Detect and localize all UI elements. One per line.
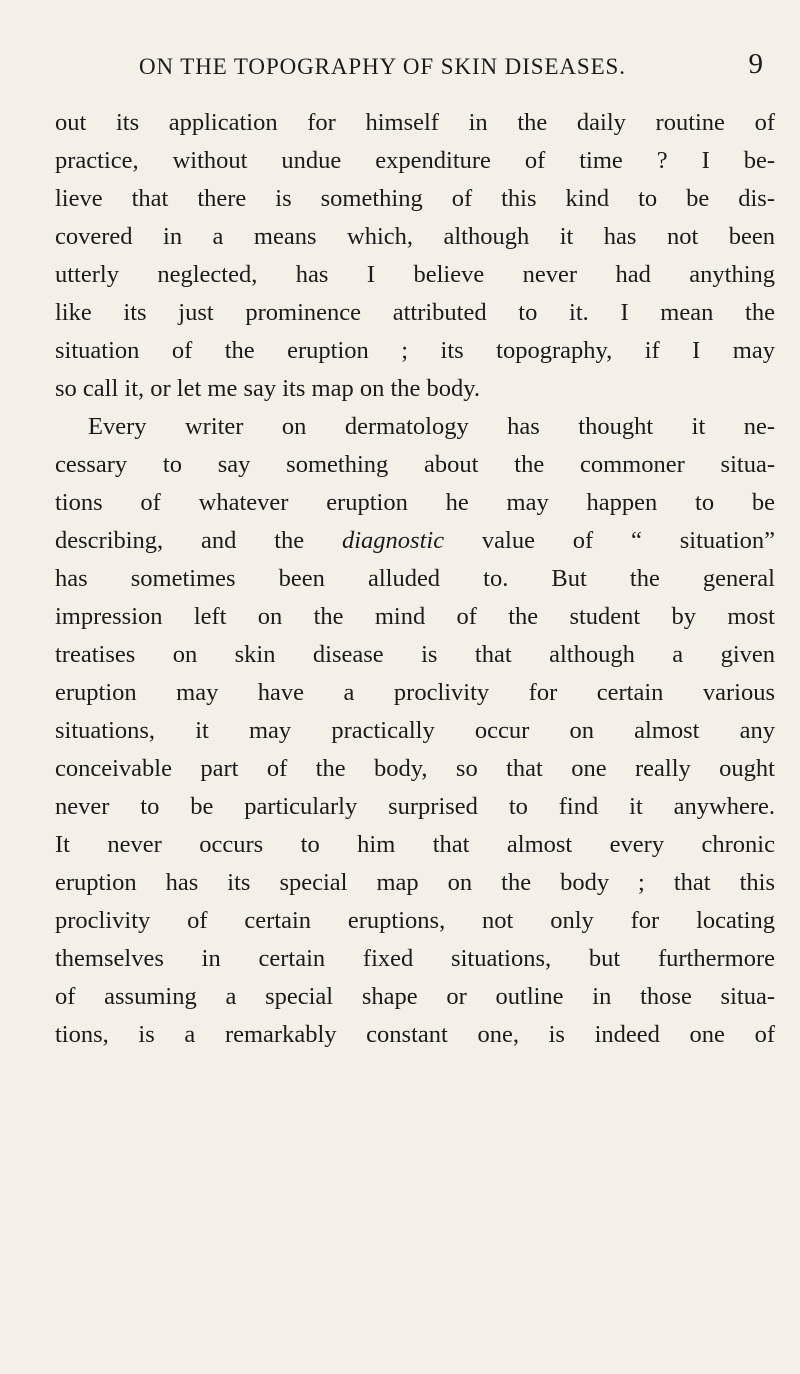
text-line: like its just prominence attributed to it. I mean the <box>55 299 775 326</box>
text-line: so call it, or let me say its map on the body. <box>55 375 481 402</box>
paragraph-first-line: Every writer on dermatology has thought it ne- <box>88 413 775 440</box>
text-line: covered in a means which, although it has not been <box>55 223 775 250</box>
text-line: of assuming a special shape or outline in those situa- <box>55 983 775 1010</box>
text-line: situations, it may practically occur on almost any <box>55 717 775 744</box>
text-line: eruption has its special map on the body ; that this <box>55 869 775 896</box>
text-line: It never occurs to him that almost every chronic <box>55 831 775 858</box>
text-line: out its application for himself in the daily routine of <box>55 109 775 136</box>
italic-term: diagnostic <box>341 527 445 554</box>
page-number: 9 <box>748 48 763 80</box>
text-line: has sometimes been alluded to. But the general <box>55 565 775 592</box>
text-line: practice, without undue expenditure of time ? I be- <box>55 147 775 174</box>
text-line: never to be particularly surprised to find it anywhere. <box>55 793 775 820</box>
text-segment: value of “ situation” <box>481 527 775 554</box>
text-line: utterly neglected, has I believe never had anything <box>55 261 775 288</box>
text-line: conceivable part of the body, so that one really ought <box>55 755 775 782</box>
text-line: lieve that there is something of this kind to be dis- <box>55 185 775 212</box>
page-header <box>55 50 772 90</box>
text-line: situation of the eruption ; its topography, if I may <box>55 337 775 364</box>
text-line: cessary to say something about the commoner situa- <box>55 451 775 478</box>
text-line: eruption may have a proclivity for certain various <box>55 679 775 706</box>
text-line-with-italic <box>55 522 775 560</box>
running-title: ON THE TOPOGRAPHY OF SKIN DISEASES. <box>139 54 626 79</box>
text-line: impression left on the mind of the student by most <box>55 603 775 630</box>
text-line: tions, is a remarkably constant one, is indeed one of <box>55 1021 775 1048</box>
text-line: themselves in certain fixed situations, but furthermore <box>55 945 775 972</box>
text-line: proclivity of certain eruptions, not only for locating <box>55 907 775 934</box>
text-line: treatises on skin disease is that although a given <box>55 641 775 668</box>
text-line: tions of whatever eruption he may happen to be <box>55 489 775 516</box>
text-segment: describing, and the <box>55 527 305 554</box>
